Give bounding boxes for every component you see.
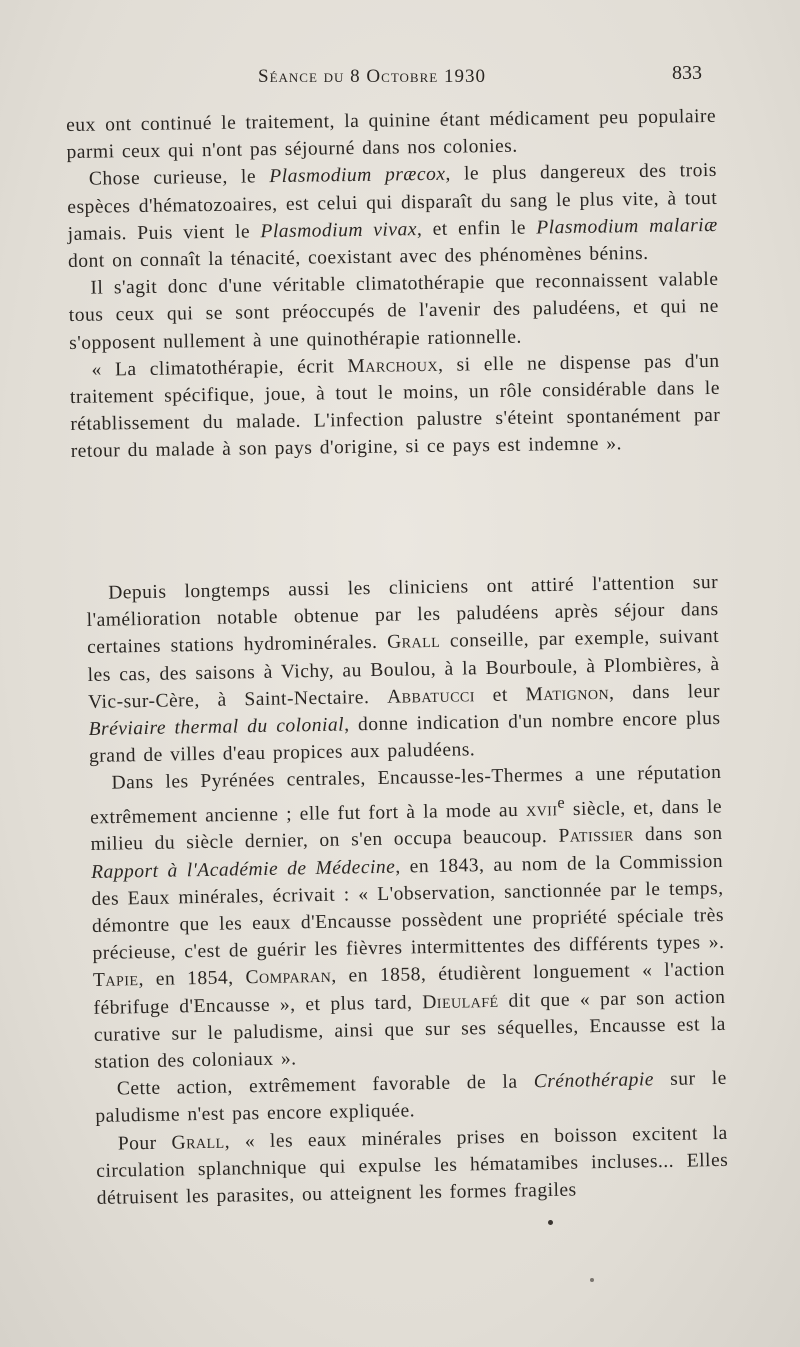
author-name: Comparan: [245, 966, 332, 989]
text-run: Chose curieuse, le: [88, 166, 270, 191]
author-name: Grall: [171, 1131, 225, 1154]
species-name: Plasmodium præcox: [269, 164, 446, 188]
paragraph: [89, 759, 726, 1076]
text-run: , en 1854,: [138, 967, 246, 991]
paragraph-text: Il s'agit donc d'une véritable climatothérapie que reconnaissent valable tous ceux qui se sont préoccupés de l'avenir des paludéens, et qui ne s'opposent nullement à une quinothérapie rationnelle.: [68, 269, 719, 354]
text-block-top: [66, 103, 721, 466]
author-name: Patissier: [558, 824, 634, 848]
text-run: , dans leur: [608, 680, 721, 704]
text-run: sur le paludisme n'est pas encore expliquée.: [95, 1068, 727, 1128]
text-run: et: [474, 684, 526, 707]
paragraph: [67, 157, 718, 275]
paragraph: [96, 1119, 729, 1212]
species-name: Plasmodium vivax: [260, 218, 418, 243]
author-name: Matignon: [525, 682, 610, 706]
author-name: Dieulafé: [422, 990, 499, 1013]
text-run: , donne indication d'un nombre encore plus grand de villes d'eau propices aux paludéens.: [88, 707, 721, 768]
text-run: Pour: [117, 1132, 172, 1155]
text-run: , le plus dangereux des trois espèces d'hématozoaires, est celui qui disparaît du sang le plus vite, à tout jamais. Puis vient le: [67, 160, 718, 245]
text-run: , en 1858, étudièrent longuement « l'action fébrifuge d'Encausse », et plus tard,: [93, 959, 726, 1019]
report-title: Rapport à l'Académie de Médecine: [90, 856, 396, 883]
author-name: Marchoux: [347, 354, 439, 377]
paragraph: [66, 103, 717, 166]
text-run: dont on connaît la ténacité, coexistant avec des phénomènes bénins.: [67, 242, 649, 273]
text-run: siècle, et, dans le milieu du siècle dernier, on s'en occupa beaucoup.: [90, 796, 723, 856]
text-run: , en 1843, au nom de la Commission des Eaux minérales, écrivait : « L'observation, sanctionnée par le temps, démontre que les eaux d'Encausse possèdent une propriété spéciale très précieuse, c'est de guérir les fièvres intermittentes des différents types ».: [91, 850, 725, 965]
text-run: dans son: [633, 823, 723, 846]
paragraph: [69, 348, 720, 466]
paragraph: [86, 569, 721, 770]
text-run: Cette action, extrêmement favorable de la: [116, 1071, 534, 1100]
book-title: Bréviaire thermal du colonial: [88, 714, 345, 740]
paragraph: [68, 266, 719, 357]
ink-speck: [548, 1220, 553, 1225]
text-run: Depuis longtemps aussi les cliniciens ont attiré l'attention sur l'amélioration notable obtenue par les paludéens après séjour dans certaines stations hydrominérales.: [86, 571, 719, 659]
text-run: conseille, par exemple, suivant les cas, des saisons à Vichy, au Boulou, à la Bourboule, à Plombières, à Vic-sur-Cère, à Saint-Nectaire.: [87, 626, 720, 713]
superscript: e: [557, 793, 566, 812]
species-name: Plasmodium malariæ: [536, 214, 718, 239]
author-name: Grall: [386, 631, 441, 654]
text-run: Dans les Pyrénées centrales, Encausse-les-Thermes a une réputation extrêmement ancienne ; elle fut fort à la mode au: [89, 762, 722, 829]
author-name: Abbatucci: [386, 685, 476, 708]
text-run: dit que « par son action curative sur le paludisme, ainsi que sur ses séquelles, Encausse est la station des coloniaux ».: [93, 986, 727, 1073]
page-number: 833: [672, 62, 702, 84]
text-block-bottom: [86, 569, 729, 1212]
page-header: [0, 60, 800, 90]
paragraph-text: eux ont continué le traitement, la quinine étant médicament peu populaire parmi ceux qui n'ont pas séjourné dans nos colonies.: [66, 105, 717, 164]
text-run: , « les eaux minérales prises en boisson excitent la circulation splanchnique qui expulse les hématamibes incluses... Elles détruisent les parasites, ou atteignent les formes fragiles: [96, 1122, 729, 1209]
running-title: Séance du 8 Octobre 1930: [258, 66, 486, 87]
text-run: , et enfin le: [416, 217, 537, 240]
text-run: « La climatothérapie, écrit: [91, 355, 348, 381]
author-name: Tapie: [92, 969, 139, 992]
ink-speck: [590, 1278, 594, 1282]
text-run: , si elle ne dispense pas d'un traitement spécifique, joue, à tout le moins, un rôle considérable dans le rétablissement du malade. L'infection palustre s'éteint spontanément par retour du malade à son pays d'origine, si ce pays est indemne ».: [69, 350, 721, 463]
century-numeral: xvii: [525, 798, 558, 821]
emphasized-term: Crénothérapie: [533, 1069, 655, 1093]
